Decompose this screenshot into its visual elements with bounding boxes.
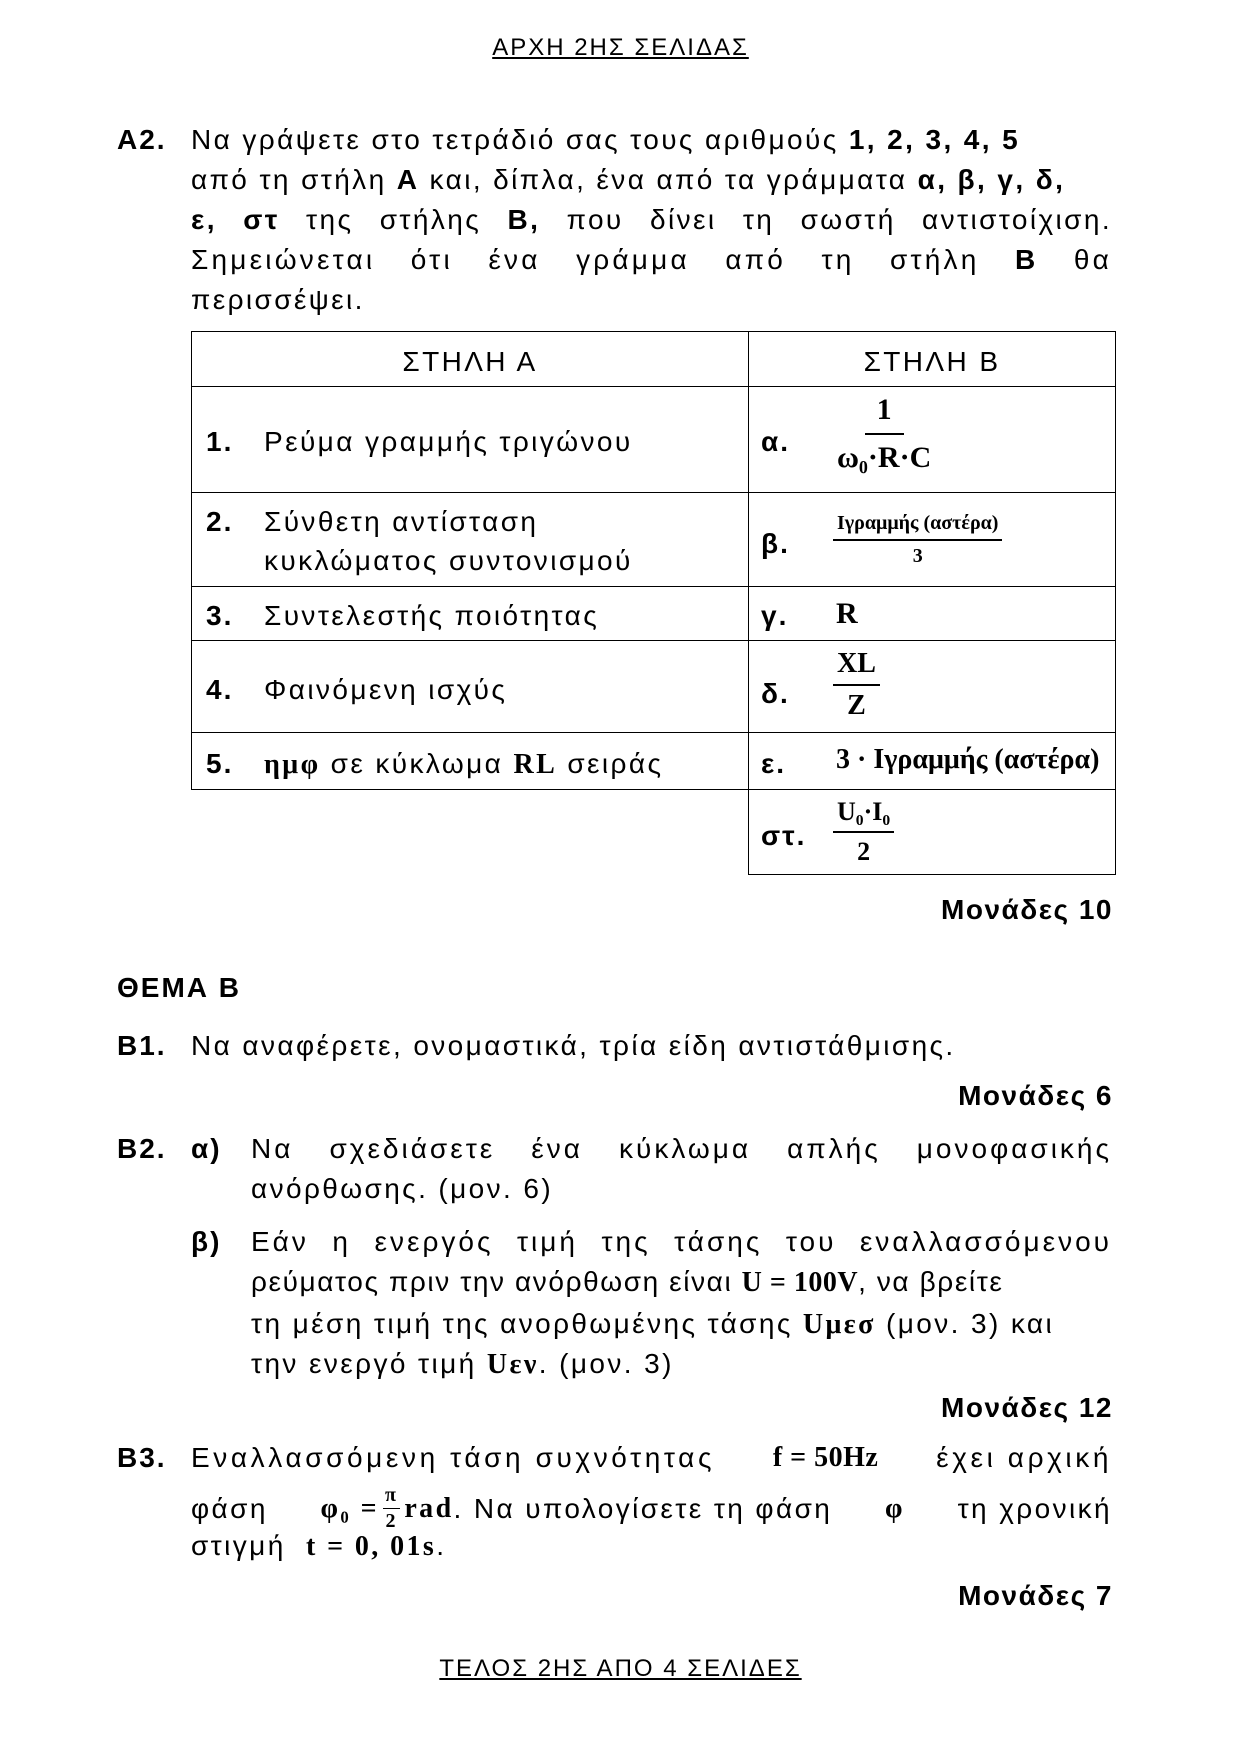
- row-delta-fraction: [833, 648, 880, 722]
- row-alpha-fraction: [831, 393, 937, 475]
- a2-line-2: από τη στήλη Α και, δίπλα, ένα από τα γράμματα α, β, γ, δ,: [191, 164, 1066, 195]
- b3-rad: rad: [404, 1492, 454, 1524]
- a2-line-3: ε, στ της στήλης Β, που δίνει τη σωστή αντιστοίχιση.: [191, 204, 1112, 235]
- b2-b-line-3-end: (μον. 3) και: [885, 1308, 1055, 1339]
- b3-phi0: φ₀ =: [320, 1492, 379, 1524]
- row-st-letter: στ.: [761, 820, 807, 851]
- page-header: ΑΡΧΗ 2ΗΣ ΣΕΛΙΔΑΣ: [492, 34, 749, 61]
- question-b1-label: Β1.: [117, 1030, 167, 1061]
- row-beta-numerator: Iγραμμής (αστέρα): [833, 512, 1002, 541]
- b2-b-voltage: U = 100V: [741, 1267, 859, 1298]
- row-5-text-middle: σε κύκλωμα: [330, 748, 504, 779]
- b3-two: 2: [385, 1510, 398, 1532]
- b3-frequency: f = 50Hz: [772, 1442, 879, 1473]
- b2-a-label: α): [191, 1133, 222, 1164]
- row-4-b-cell: [748, 640, 1116, 733]
- row-st-denominator: 2: [857, 837, 871, 866]
- row-3-text: Συντελεστής ποιότητας: [264, 600, 600, 631]
- question-b3-label: Β3.: [117, 1442, 167, 1473]
- col-b-header: ΣΤΗΛΗ Β: [863, 346, 1001, 377]
- b2-b-line-2-text: ρεύματος πριν την ανόρθωση είναι: [251, 1266, 733, 1297]
- b3-initial-phase: [321, 1484, 833, 1533]
- question-a2-label: Α2.: [117, 124, 167, 155]
- b2-b-line-4-text: την ενεργό τιμή: [251, 1348, 477, 1379]
- b3-line-2-end: τη χρονική: [957, 1492, 1112, 1524]
- row-gamma-letter: γ.: [761, 600, 789, 631]
- row-beta-denominator: 3: [912, 545, 923, 567]
- b2-b-u-rms: Uεν: [486, 1349, 539, 1380]
- row-5-bold-2: RL: [513, 749, 558, 780]
- row-beta-letter: β.: [761, 528, 790, 559]
- b2-marks: Μονάδες 12: [941, 1392, 1113, 1423]
- b3-line-1-text: Εναλλασσόμενη τάση συχνότητας: [191, 1442, 716, 1473]
- row-delta-denominator: Z: [847, 690, 866, 721]
- b1-text: Να αναφέρετε, ονομαστικά, τρία είδη αντιστάθμισης.: [191, 1030, 956, 1061]
- b3-time: t = 0, 01s: [306, 1531, 437, 1562]
- b3-line-2-text: φάση: [191, 1492, 268, 1524]
- row-1-text: Ρεύμα γραμμής τριγώνου: [264, 426, 633, 457]
- b2-b-line-2-end: , να βρείτε: [858, 1266, 1004, 1297]
- row-delta-numerator: XL: [833, 648, 880, 686]
- b2-b-line-2: [251, 1266, 1003, 1299]
- b3-marks: Μονάδες 7: [958, 1580, 1113, 1611]
- row-alpha-denominator: ω₀·R·C: [837, 441, 932, 474]
- b3-line-3-text: στιγμή: [191, 1530, 286, 1561]
- row-st-fraction: [833, 797, 894, 867]
- b3-pi: π: [383, 1484, 400, 1509]
- row-5-bold-1: ημφ: [264, 749, 321, 780]
- b2-b-line-4: [251, 1348, 674, 1381]
- b2-b-label: β): [191, 1226, 222, 1257]
- row-1-number: 1.: [206, 426, 234, 457]
- row-beta-fraction: [833, 512, 1002, 568]
- row-4-number: 4.: [206, 674, 234, 705]
- b2-b-line-3: [251, 1308, 1054, 1341]
- b3-line-2-middle: . Να υπολογίσετε τη φάση: [453, 1492, 833, 1524]
- b3-phi: φ: [884, 1492, 905, 1524]
- a2-marks: Μονάδες 10: [941, 894, 1113, 925]
- row-5-text: [264, 748, 663, 781]
- row-alpha-letter: α.: [761, 426, 790, 457]
- row-3-b-cell: [748, 586, 1116, 641]
- row-4-text: Φαινόμενη ισχύς: [264, 674, 508, 705]
- b2-a-line-2: ανόρθωσης. (μον. 6): [251, 1173, 554, 1204]
- row-2-number: 2.: [206, 506, 234, 537]
- b2-b-line-3-text: τη μέση τιμή της ανορθωμένης τάσης: [251, 1308, 793, 1339]
- b3-line-3-end: .: [436, 1530, 447, 1561]
- a2-line-1: Να γράψετε στο τετράδιό σας τους αριθμούς 1, 2, 3, 4, 5: [191, 124, 1021, 155]
- section-heading: ΘΕΜΑ Β: [117, 972, 241, 1003]
- b2-a-line-1: Να σχεδιάσετε ένα κύκλωμα απλής μονοφασικής: [251, 1133, 1112, 1164]
- b3-pi-over-2: [383, 1484, 400, 1533]
- row-st-numerator: U₀·I₀: [833, 797, 894, 833]
- row-5-number: 5.: [206, 748, 234, 779]
- row-epsilon-expression: 3 · Iγραμμής (αστέρα): [836, 744, 1100, 775]
- b1-marks: Μονάδες 6: [958, 1080, 1113, 1111]
- b3-line-1: [191, 1442, 1112, 1474]
- page-footer: ΤΕΛΟΣ 2ΗΣ ΑΠΟ 4 ΣΕΛΙΔΕΣ: [439, 1655, 802, 1682]
- row-alpha-numerator: 1: [865, 393, 904, 435]
- b3-line-2: [191, 1484, 1112, 1533]
- a2-line-4: Σημειώνεται ότι ένα γράμμα από τη στήλη Β θα: [191, 244, 1113, 275]
- row-epsilon-letter: ε.: [761, 748, 787, 779]
- b2-b-line-1: Εάν η ενεργός τιμή της τάσης του εναλλασσόμενου: [251, 1226, 1112, 1257]
- b2-b-u-mean: Uμεσ: [802, 1309, 876, 1340]
- b2-b-line-4-end: . (μον. 3): [538, 1348, 674, 1379]
- row-2-text: Σύνθετη αντίσταση: [264, 506, 539, 537]
- b3-line-3: [191, 1530, 446, 1563]
- row-gamma-expression: R: [836, 597, 858, 630]
- row-2-text-line-2: κυκλώματος συντονισμού: [264, 545, 633, 576]
- row-5-text-end: σειράς: [567, 748, 664, 779]
- b3-line-1-end: έχει αρχική: [936, 1442, 1112, 1473]
- row-3-number: 3.: [206, 600, 234, 631]
- col-a-header: ΣΤΗΛΗ Α: [402, 346, 538, 377]
- a2-line-5: περισσέψει.: [191, 284, 365, 315]
- question-b2-label: Β2.: [117, 1133, 167, 1164]
- row-delta-letter: δ.: [761, 678, 790, 709]
